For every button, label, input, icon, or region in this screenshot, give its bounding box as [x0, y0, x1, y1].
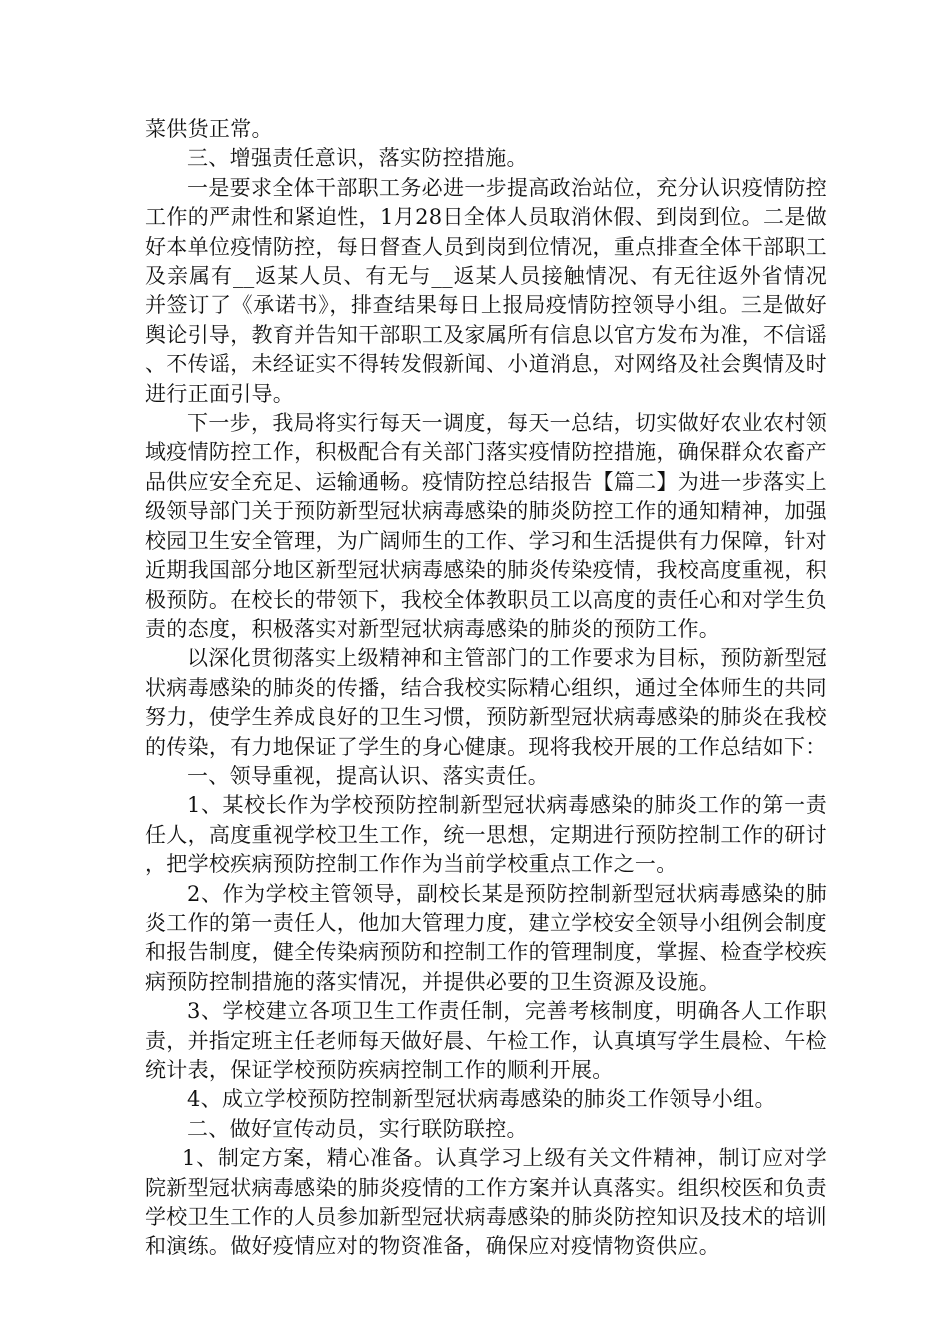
document-body — [145, 115, 827, 1262]
paragraph-continuation: 菜供货正常。 — [145, 117, 273, 141]
list-item-2: 2、作为学校主管领导，副校长某是预防控制新型冠状病毒感染的肺炎工作的第一责任人，他加大管理力度，建立学校安全领导小组例会制度和报告制度，健全传染病预防和控制工作的管理制度，掌握、检查学校疾病预防控制措施的落实情况，并提供必要的卫生资源及设施。 — [145, 881, 827, 994]
list-item-3: 3、学校建立各项卫生工作责任制，完善考核制度，明确各人工作职责，并指定班主任老师每天做好晨、午检工作，认真填写学生晨检、午检统计表，保证学校预防疾病控制工作的顺利开展。 — [145, 999, 827, 1082]
paragraph-next-steps: 下一步，我局将实行每天一调度，每天一总结，切实做好农业农村领域疫情防控工作，积极配合有关部门落实疫情防控措施，确保群众农畜产品供应安全充足、运输通畅。疫情防控总结报告【篇二】为进一步落实上级领导部门关于预防新型冠状病毒感染的肺炎防控工作的通知精神，加强校园卫生安全管理，为广阔师生的工作、学习和生活提供有力保障，针对近期我国部分地区新型冠状病毒感染的肺炎传染疫情，我校高度重视，积极预防。在校长的带领下，我校全体教职员工以高度的责任心和对学生负责的态度，积极落实对新型冠状病毒感染的肺炎的预防工作。 — [145, 411, 827, 641]
list-item-4: 4、成立学校预防控制新型冠状病毒感染的肺炎工作领导小组。 — [187, 1087, 776, 1112]
list-item-1: 1、某校长作为学校预防控制新型冠状病毒感染的肺炎工作的第一责任人，高度重视学校卫生工作，统一思想，定期进行预防控制工作的研讨，把学校疾病预防控制工作作为当前学校重点工作之一。 — [145, 793, 827, 877]
paragraph-objective: 以深化贯彻落实上级精神和主管部门的工作要求为目标，预防新型冠状病毒感染的肺炎的传播，结合我校实际精心组织，通过全体师生的共同努力，使学生养成良好的卫生习惯，预防新型冠状病毒感染的肺炎在我校的传染，有力地保证了学生的身心健康。现将我校开展的工作总结如下： — [145, 646, 827, 759]
section-heading-1: 一、领导重视，提高认识、落实责任。 — [187, 763, 550, 788]
section-heading-3: 三、增强责任意识，落实防控措施。 — [187, 146, 528, 171]
paragraph-measures: 一是要求全体干部职工务必进一步提高政治站位，充分认识疫情防控工作的严肃性和紧迫性，1月28日全体人员取消休假、到岗到位。二是做好本单位疫情防控，每日督查人员到岗到位情况，重点排查全体干部职工及亲属有__返某人员、有无与__返某人员接触情况、有无往返外省情况并签订了《承诺书》，排查结果每日上报局疫情防控领导小组。三是做好舆论引导，教育并告知干部职工及家属所有信息以官方发布为准，不信谣、不传谣，未经证实不得转发假新闻、小道消息，对网络及社会舆情及时进行正面引导。 — [145, 175, 827, 406]
list-item-plan: 1、制定方案，精心准备。认真学习上级有关文件精神，制订应对学院新型冠状病毒感染的肺炎疫情的工作方案并认真落实。组织校医和负责学校卫生工作的人员参加新型冠状病毒感染的肺炎防控知识及技术的培训和演练。做好疫情应对的物资准备，确保应对疫情物资供应。 — [145, 1146, 827, 1259]
section-heading-2: 二、做好宣传动员，实行联防联控。 — [187, 1116, 528, 1141]
